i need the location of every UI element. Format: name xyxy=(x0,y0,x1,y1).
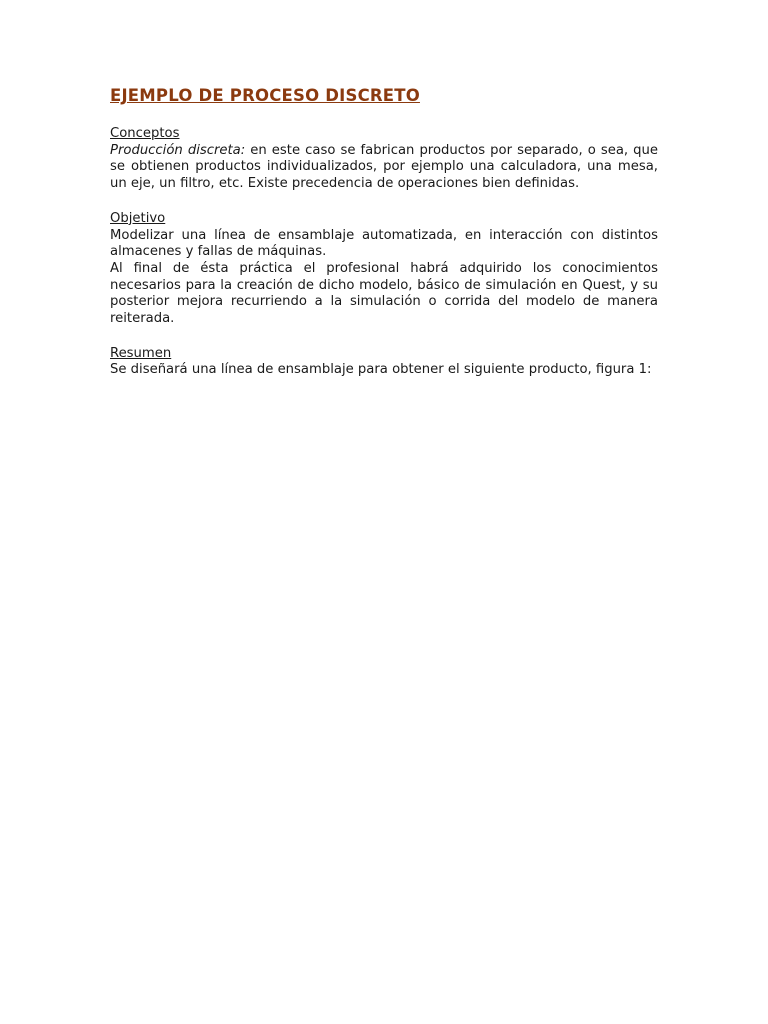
objetivo-paragraph-2: Al final de ésta práctica el profesional habrá adquirido los conocimientos necesarios para la creación de dicho modelo, básico de simulación en Quest, y su posterior mejora recurriendo a la simulación o corrida del modelo de manera reiterada. xyxy=(110,260,658,327)
term-produccion-discreta: Producción discreta: xyxy=(110,142,246,158)
conceptos-text: en este caso se fabrican productos por separado, o sea, que se obtienen productos individualizados, por ejemplo una calculadora, una mesa, un eje, un filtro, etc. Existe precedencia de operaciones bien definidas. xyxy=(110,142,658,192)
section-heading-objetivo: Objetivo xyxy=(110,210,166,226)
section-heading-conceptos: Conceptos xyxy=(110,126,180,141)
conceptos-paragraph xyxy=(110,143,658,193)
document-page xyxy=(110,86,658,379)
section-conceptos xyxy=(110,126,658,193)
resumen-paragraph-1: Se diseñará una línea de ensamblaje para obtener el siguiente producto, figura 1: xyxy=(110,362,652,378)
document-title: EJEMPLO DE PROCESO DISCRETO xyxy=(110,86,420,105)
objetivo-paragraph-1: Modelizar una línea de ensamblaje automatizada, en interacción con distintos almacenes y fallas de máquinas. xyxy=(110,227,658,260)
section-resumen xyxy=(110,346,658,379)
section-objetivo xyxy=(110,211,658,328)
section-heading-resumen: Resumen xyxy=(110,345,172,361)
